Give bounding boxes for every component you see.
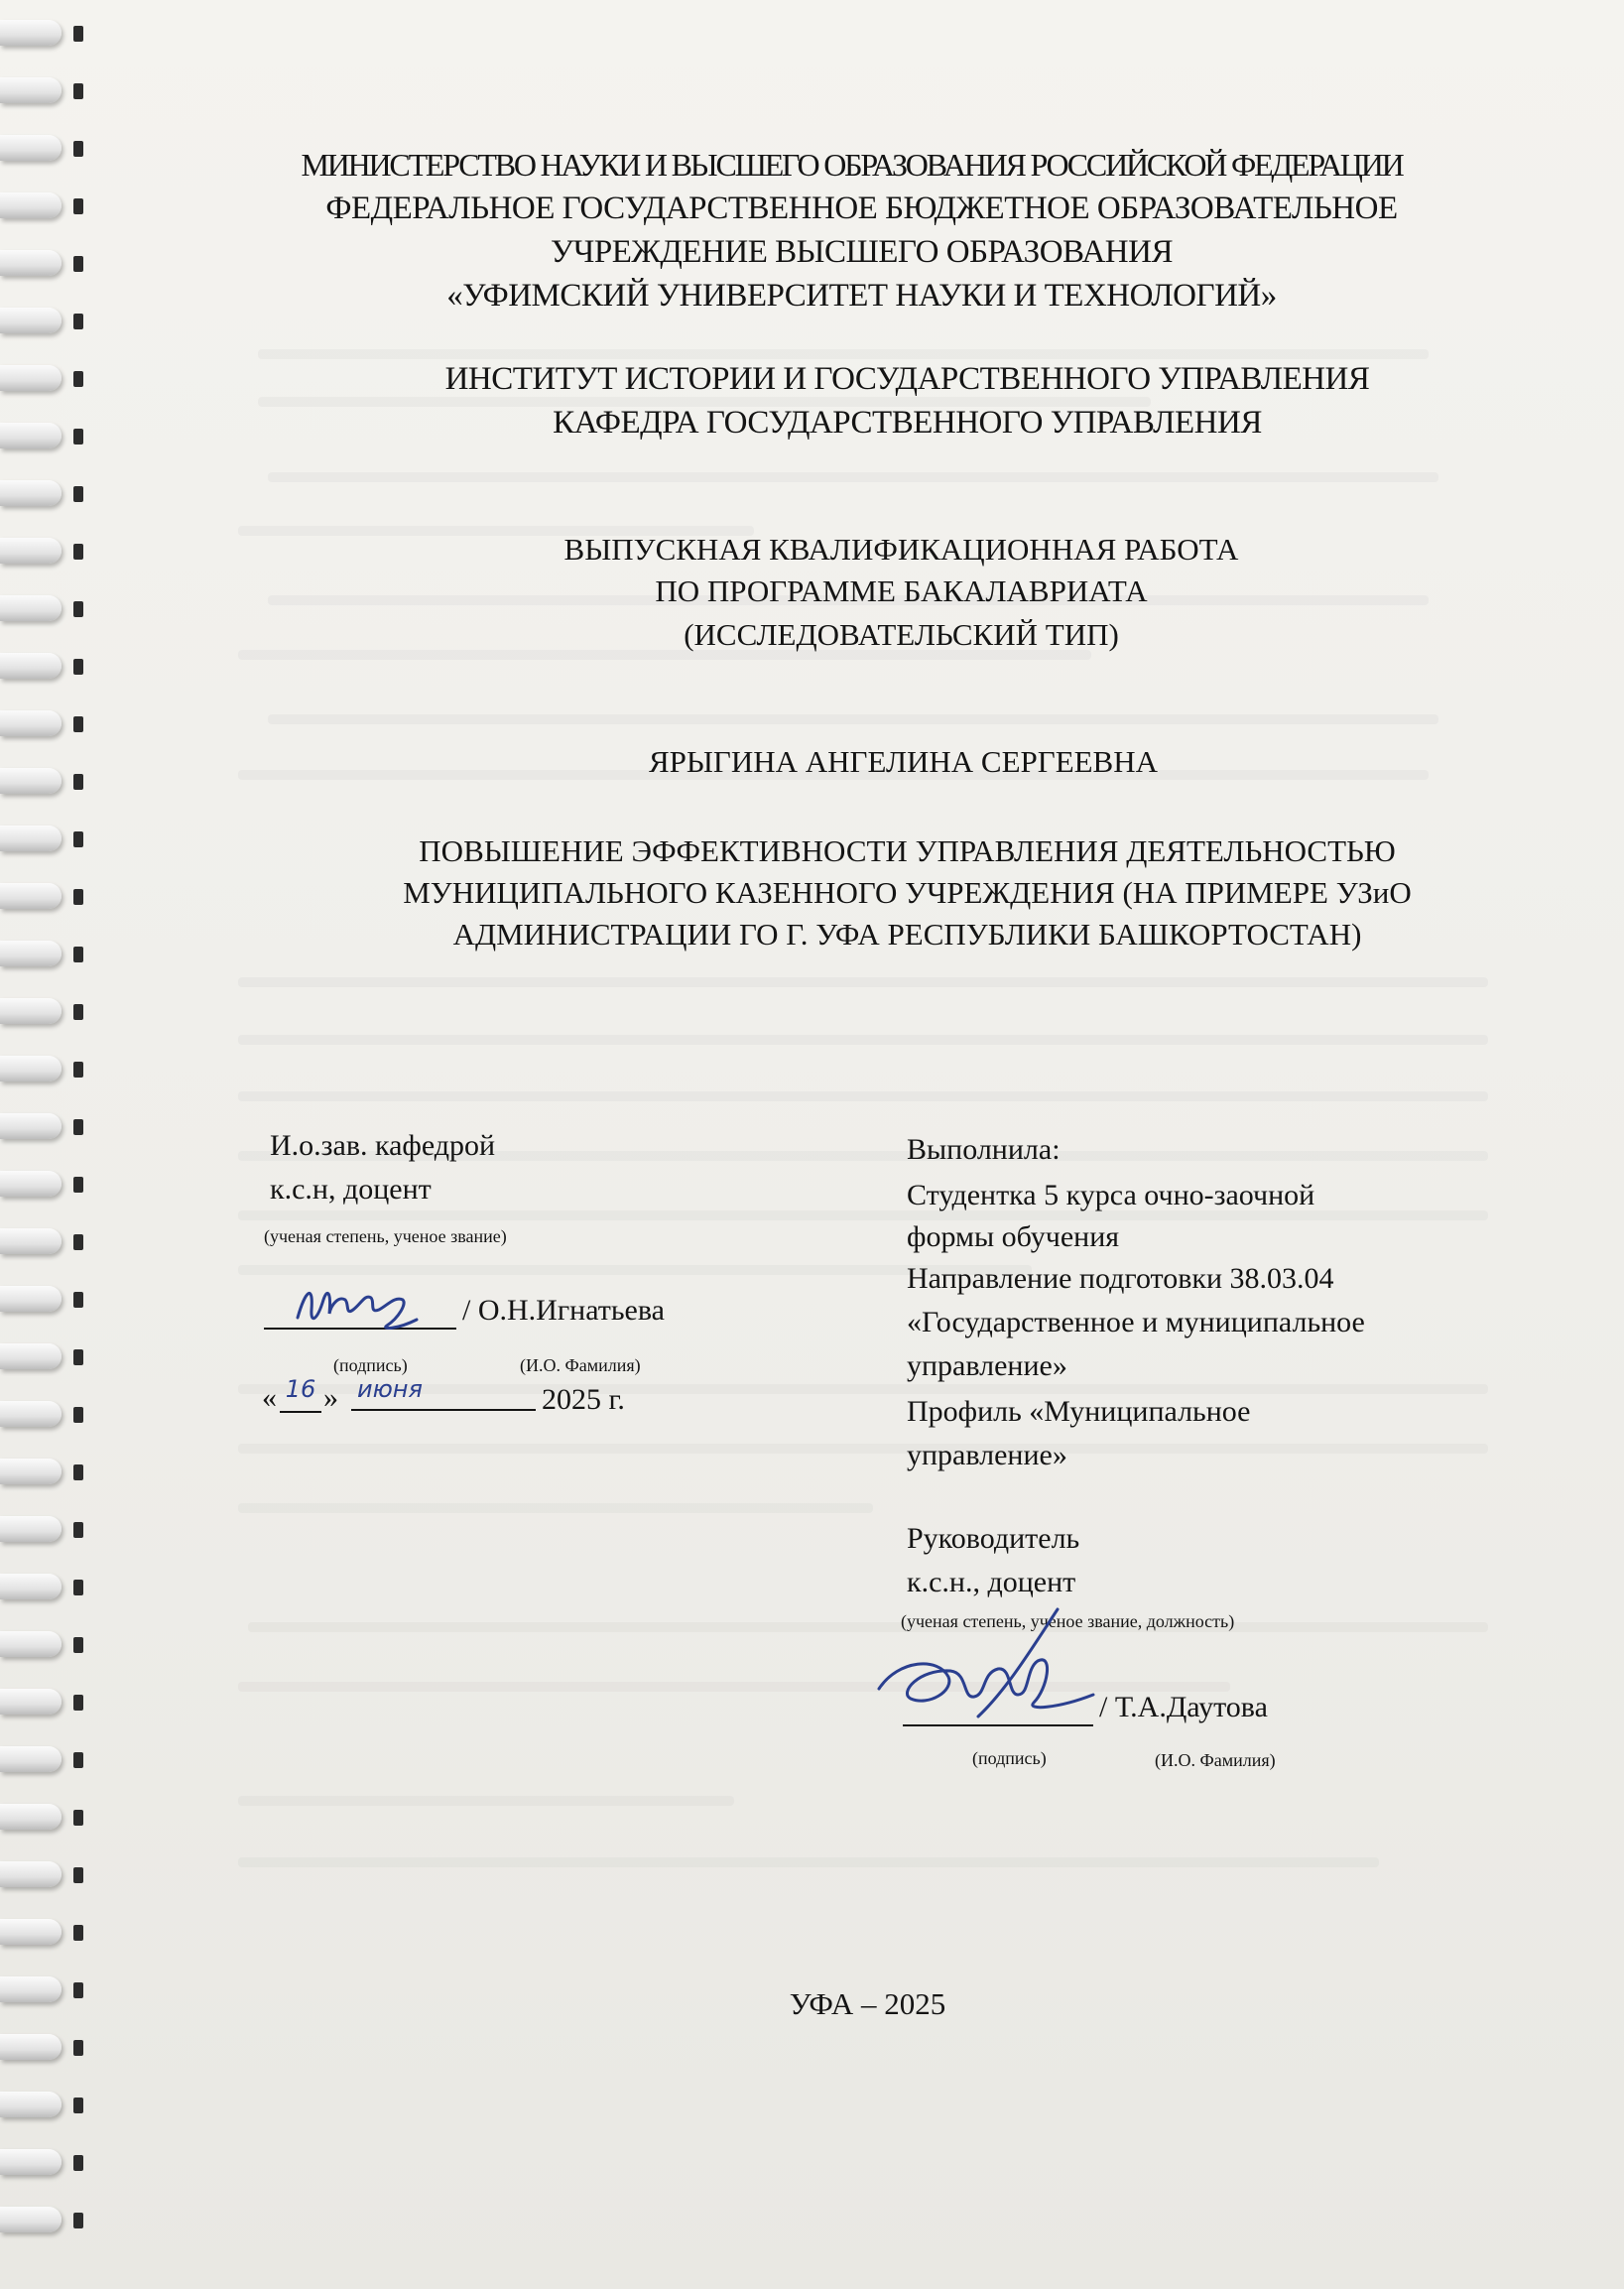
supervisor-name: / Т.А.Даутова [1099,1691,1268,1723]
date-open-quote: « [262,1381,277,1414]
date-month: июня [351,1375,536,1411]
date-year: 2025 г. [542,1383,625,1416]
title-line-2: МУНИЦИПАЛЬНОГО КАЗЕННОГО УЧРЕЖДЕНИЯ (НА ПРИМЕРЕ УЗиО [403,875,1412,910]
student-line-7: управление» [907,1439,1067,1471]
work-type-line-2: ПО ПРОГРАММЕ БАКАЛАВРИАТА [655,573,1148,608]
supervisor-name-caption: (И.О. Фамилия) [1155,1750,1276,1770]
student-line-2: формы обучения [907,1220,1120,1253]
supervisor-degree-caption: (ученая степень, ученое звание, должность) [901,1611,1235,1631]
work-type-line-1: ВЫПУСКНАЯ КВАЛИФИКАЦИОННАЯ РАБОТА [563,532,1239,567]
student-line-6: Профиль «Муниципальное [907,1395,1251,1428]
supervisor-signature-line [903,1689,1093,1726]
university-name: «УФИМСКИЙ УНИВЕРСИТЕТ НАУКИ И ТЕХНОЛОГИЙ» [446,278,1277,314]
hod-name: / О.Н.Игнатьева [462,1294,665,1327]
institute-name: ИНСТИТУТ ИСТОРИИ И ГОСУДАРСТВЕННОГО УПРАВЛЕНИЯ [444,361,1370,397]
institution-line-1: ФЕДЕРАЛЬНОЕ ГОСУДАРСТВЕННОЕ БЮДЖЕТНОЕ ОБРАЗОВАТЕЛЬНОЕ [325,191,1398,226]
supervisor-label: Руководитель [907,1522,1080,1555]
student-label: Выполнила: [907,1133,1061,1166]
hod-signature-caption: (подпись) [333,1355,408,1375]
student-line-1: Студентка 5 курса очно-заочной [907,1179,1315,1211]
ministry-heading: МИНИСТЕРСТВО НАУКИ И ВЫСШЕГО ОБРАЗОВАНИЯ РОССИЙСКОЙ ФЕДЕРАЦИИ [301,147,1403,183]
supervisor-signature-caption: (подпись) [972,1748,1047,1768]
title-line-1: ПОВЫШЕНИЕ ЭФФЕКТИВНОСТИ УПРАВЛЕНИЯ ДЕЯТЕЛЬНОСТЬЮ [419,833,1396,868]
hod-position: И.о.зав. кафедрой [270,1129,496,1162]
department-name: КАФЕДРА ГОСУДАРСТВЕННОГО УПРАВЛЕНИЯ [553,405,1262,441]
supervisor-degree: к.с.н., доцент [907,1566,1076,1598]
city-year: УФА – 2025 [789,1986,946,2021]
hod-name-caption: (И.О. Фамилия) [520,1355,641,1375]
student-line-5: управление» [907,1349,1067,1382]
hod-degree: к.с.н, доцент [270,1173,432,1206]
date-day: 16 [280,1375,321,1413]
spiral-binding [0,0,109,2289]
title-line-3: АДМИНИСТРАЦИИ ГО Г. УФА РЕСПУБЛИКИ БАШКОРТОСТАН) [452,917,1362,952]
hod-signature-line [264,1292,456,1330]
hod-degree-caption: (ученая степень, ученое звание) [264,1226,507,1246]
author-name: ЯРЫГИНА АНГЕЛИНА СЕРГЕЕВНА [648,744,1159,779]
student-line-4: «Государственное и муниципальное [907,1306,1365,1338]
work-type-line-3: (ИССЛЕДОВАТЕЛЬСКИЙ ТИП) [684,617,1119,652]
institution-line-2: УЧРЕЖДЕНИЕ ВЫСШЕГО ОБРАЗОВАНИЯ [551,234,1173,270]
student-line-3: Направление подготовки 38.03.04 [907,1262,1334,1295]
date-close-quote: » [323,1381,338,1414]
